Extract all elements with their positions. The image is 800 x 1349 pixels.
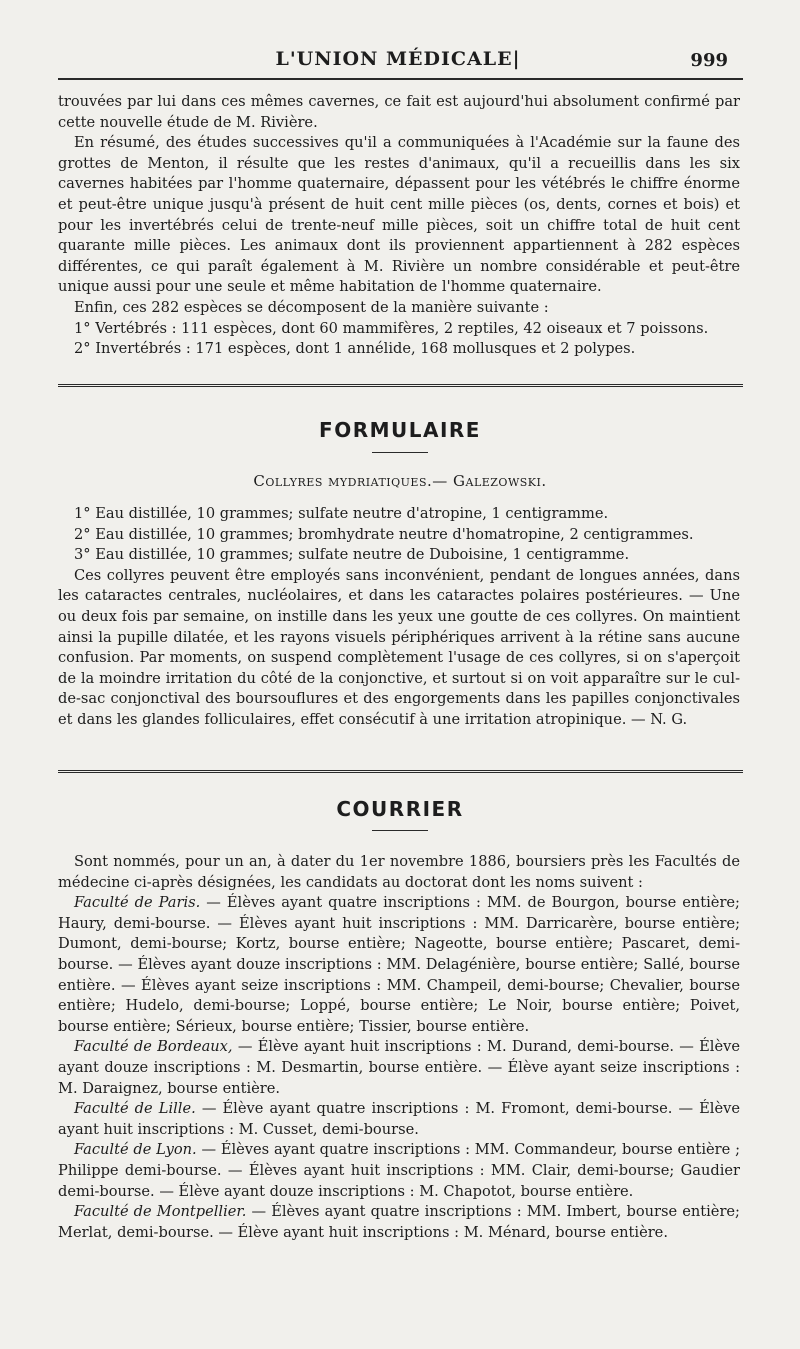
header-rule <box>58 78 743 80</box>
entry-text: — Élève ayant quatre inscriptions : M. Fromont, demi-bourse. — Élève ayant huit inscriptions : M. Cusset, demi-bourse. <box>58 1100 740 1138</box>
intro-paragraph-3: Enfin, ces 282 espèces se décomposent de la manière suivante : <box>74 298 549 316</box>
intro-section <box>58 92 740 360</box>
running-header <box>58 44 738 76</box>
section-divider <box>58 384 743 387</box>
running-title: L'UNION MÉDICALE| <box>275 48 521 70</box>
courrier-intro: Sont nommés, pour un an, à dater du 1er novembre 1886, boursiers près les Facultés de médecine ci-après désignées, les candidats au doctorat dont les noms suivent : <box>58 853 740 891</box>
intro-paragraph-2: En résumé, des études successives qu'il a communiquées à l'Académie sur la faune des grottes de Menton, il résulte que les restes d'animaux, qu'il a recueillis dans les six cavernes habitées par l'homme quaternaire, dépassent pour les vétébrés le chiffre énorme et peut-être unique jusqu'à présent de huit cent mille pièces (os, dents, cornes et bois) et pour les invertébrés celui de trente-neuf mille pièces, soit un chiffre total de huit cent quarante mille pièces. Les animaux dont ils proviennent appartiennent à 282 espèces différentes, ce qui paraît également à M. Rivière un nombre considérable et peut-être unique aussi pour une seule et même habitation de l'homme quaternaire. <box>58 134 740 296</box>
courrier-entry-lille <box>58 1099 740 1140</box>
courrier-entry-bordeaux <box>58 1037 740 1099</box>
courrier-title-rule <box>372 830 428 831</box>
formula-item-3: 3° Eau distillée, 10 grammes; sulfate neutre de Duboisine, 1 centigramme. <box>74 546 630 564</box>
formulaire-body: Ces collyres peuvent être employés sans inconvénient, pendant de longues années, dans les cataractes centrales, nucléolaires, et dans les cataractes polaires postérieures. — Une ou deux fois par semaine, on instille dans les yeux une goutte de ces collyres. On maintient ainsi la pupille dilatée, et les rayons visuels périphériques arrivent à la rétine sans aucune confusion. Par moments, on suspend complètement l'usage de ces collyres, si on s'aperçoit de la moindre irritation du côté de la conjonctive, et surtout si on voit apparaître sur le cul-de-sac conjonctival des boursouflures et des engorgements dans les papilles conjonctivales et dans les glandes folliculaires, effet consécutif à une irritation atropinique. — N. G. <box>58 566 740 728</box>
page-number: 999 <box>690 50 728 71</box>
formulaire-subtitle: Collyres mydriatiques.— Galezowski. <box>253 472 547 490</box>
entry-text: — Élève ayant huit inscriptions : M. Durand, demi-bourse. — Élève ayant douze inscriptions : M. Desmartin, bourse entière. — Élève ayant seize inscriptions : M. Daraignez, bourse entière. <box>58 1038 740 1097</box>
faculty-name: Faculté de Lyon. <box>74 1141 197 1159</box>
section-divider-2 <box>58 770 743 773</box>
courrier-entry-montpellier <box>58 1202 740 1243</box>
vertebres-line: 1° Vertébrés : 111 espèces, dont 60 mammifères, 2 reptiles, 42 oiseaux et 7 poissons. <box>74 319 709 337</box>
intro-paragraph-1: trouvées par lui dans ces mêmes cavernes, ce fait est aujourd'hui absolument confirmé par cette nouvelle étude de M. Rivière. <box>58 93 740 131</box>
courrier-section <box>58 852 740 1243</box>
formula-item-1: 1° Eau distillée, 10 grammes; sulfate neutre d'atropine, 1 centigramme. <box>74 505 609 522</box>
formula-item-2: 2° Eau distillée, 10 grammes; bromhydrate neutre d'homatropine, 2 centigrammes. <box>74 525 694 543</box>
formulaire-title-rule <box>372 452 428 453</box>
formulaire-title: FORMULAIRE <box>319 418 481 442</box>
faculty-name: Faculté de Lille. <box>74 1100 196 1118</box>
courrier-entry-paris <box>58 893 740 1037</box>
formulaire-section <box>58 504 740 731</box>
entry-text: — Élèves ayant quatre inscriptions : MM. Imbert, bourse entière; Merlat, demi-bourse. — Élève ayant huit inscriptions : M. Ménard, bourse entière. <box>58 1203 740 1241</box>
courrier-title: COURRIER <box>336 797 464 821</box>
entry-text: — Élèves ayant quatre inscriptions : MM. de Bourgon, bourse entière; Haury, demi-bourse. — Élèves ayant huit inscriptions : MM. Darricarère, bourse entière; Dumont, demi-bourse; Kortz, bourse entière; Nageotte, bourse entière; Pascaret, demi-bourse. — Élèves ayant douze inscriptions : MM. Delagénière, bourse entière; Sallé, bourse entière. — Élèves ayant seize inscriptions : MM. Champeil, demi-bourse; Chevalier, bourse entière; Hudelo, demi-bourse; Loppé, bourse entière; Le Noir, bourse entière; Poivet, bourse entière; Sérieux, bourse entière; Tissier, bourse entière. <box>58 894 740 1035</box>
courrier-entry-lyon <box>58 1140 740 1202</box>
entry-text: — Élèves ayant quatre inscriptions : MM. Commandeur, bourse entière ; Philippe demi-bourse. — Élèves ayant huit inscriptions : MM. Clair, demi-bourse; Gaudier demi-bourse. — Élève ayant douze inscriptions : M. Chapotot, bourse entière. <box>58 1141 740 1200</box>
invertebres-line: 2° Invertébrés : 171 espèces, dont 1 annélide, 168 mollusques et 2 polypes. <box>74 340 636 358</box>
faculty-name: Faculté de Bordeaux, <box>74 1038 233 1056</box>
faculty-name: Faculté de Paris. <box>74 894 201 912</box>
faculty-name: Faculté de Montpellier. <box>74 1203 247 1221</box>
